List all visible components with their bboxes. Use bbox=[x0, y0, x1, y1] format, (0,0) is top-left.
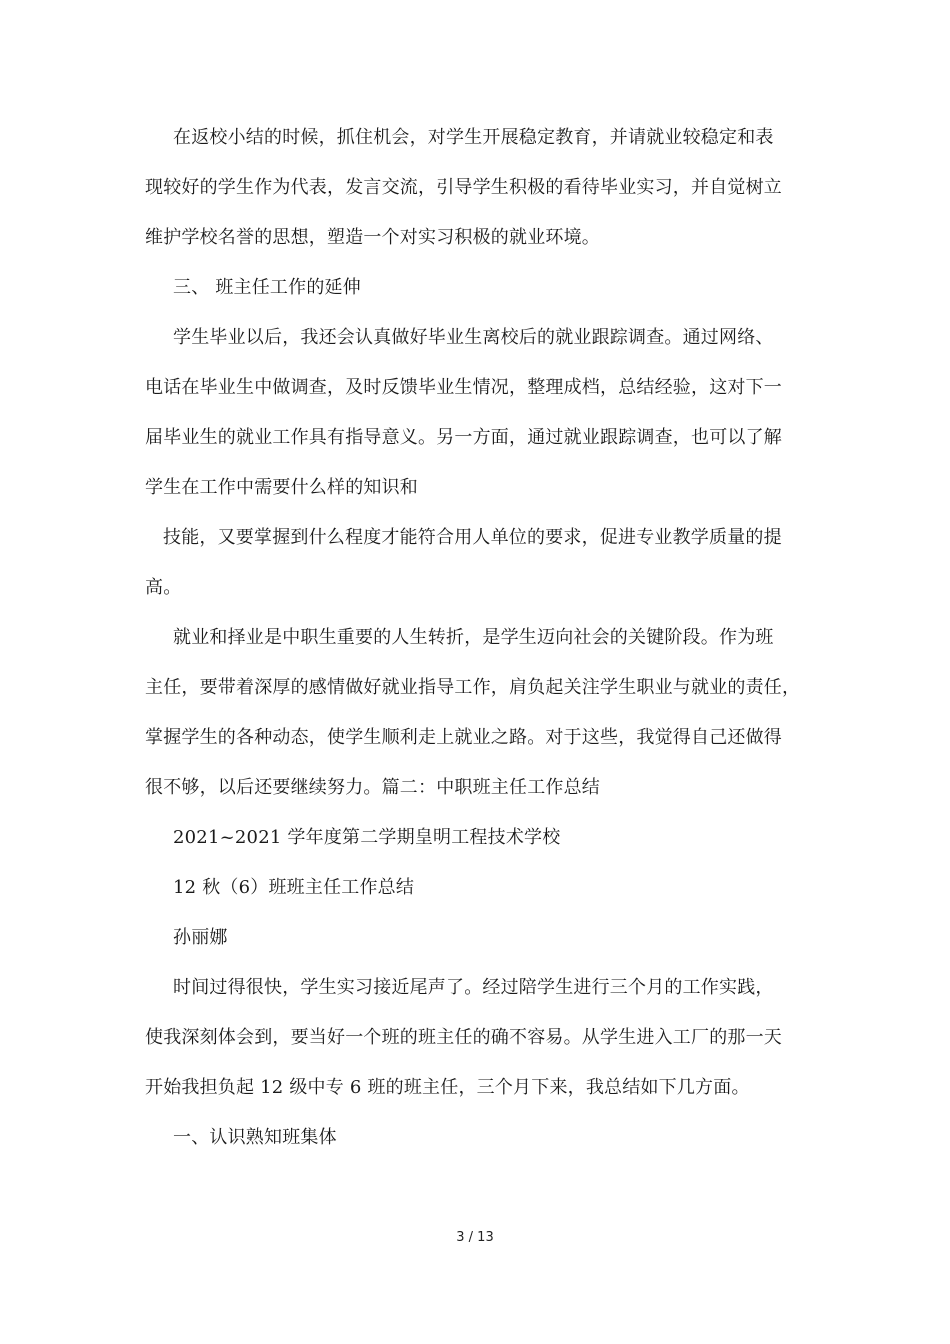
paragraph-line: 技能，又要掌握到什么程度才能符合用人单位的要求，促进专业教学质量的提 bbox=[163, 527, 782, 548]
paragraph-line: 开始我担负起 12 级中专 6 班的班主任，三个月下来，我总结如下几方面。 bbox=[145, 1077, 750, 1098]
school-year-line: 2021~2021 学年度第二学期皇明工程技术学校 bbox=[173, 827, 561, 848]
paragraph-line: 维护学校名誉的思想，塑造一个对实习积极的就业环境。 bbox=[145, 227, 600, 248]
section-heading: 三、 班主任工作的延伸 bbox=[173, 277, 361, 298]
paragraph-line: 掌握学生的各种动态，使学生顺利走上就业之路。对于这些，我觉得自己还做得 bbox=[145, 727, 782, 748]
report-title: 12 秋（6）班班主任工作总结 bbox=[173, 877, 415, 898]
paragraph-line: 使我深刻体会到，要当好一个班的班主任的确不容易。从学生进入工厂的那一天 bbox=[145, 1027, 782, 1048]
paragraph-line: 学生在工作中需要什么样的知识和 bbox=[145, 477, 418, 498]
paragraph-line: 就业和择业是中职生重要的人生转折，是学生迈向社会的关键阶段。作为班 bbox=[173, 627, 774, 648]
section-heading: 一、认识熟知班集体 bbox=[173, 1127, 337, 1148]
paragraph-line: 主任，要带着深厚的感情做好就业指导工作，肩负起关注学生职业与就业的责任， bbox=[145, 677, 801, 698]
paragraph-line: 电话在毕业生中做调查，及时反馈毕业生情况，整理成档，总结经验，这对下一 bbox=[145, 377, 782, 398]
author-name: 孙丽娜 bbox=[173, 927, 228, 948]
paragraph-line: 学生毕业以后，我还会认真做好毕业生离校后的就业跟踪调查。通过网络、 bbox=[173, 327, 774, 348]
paragraph-line: 高。 bbox=[145, 577, 182, 598]
paragraph-line: 时间过得很快，学生实习接近尾声了。经过陪学生进行三个月的工作实践， bbox=[173, 977, 774, 998]
paragraph-line: 在返校小结的时候，抓住机会，对学生开展稳定教育，并请就业较稳定和表 bbox=[173, 127, 774, 148]
paragraph-line: 届毕业生的就业工作具有指导意义。另一方面，通过就业跟踪调查，也可以了解 bbox=[145, 427, 782, 448]
paragraph-line: 现较好的学生作为代表，发言交流，引导学生积极的看待毕业实习，并自觉树立 bbox=[145, 177, 782, 198]
page-number: 3 / 13 bbox=[456, 1230, 494, 1245]
paragraph-line: 很不够，以后还要继续努力。篇二：中职班主任工作总结 bbox=[145, 777, 600, 798]
